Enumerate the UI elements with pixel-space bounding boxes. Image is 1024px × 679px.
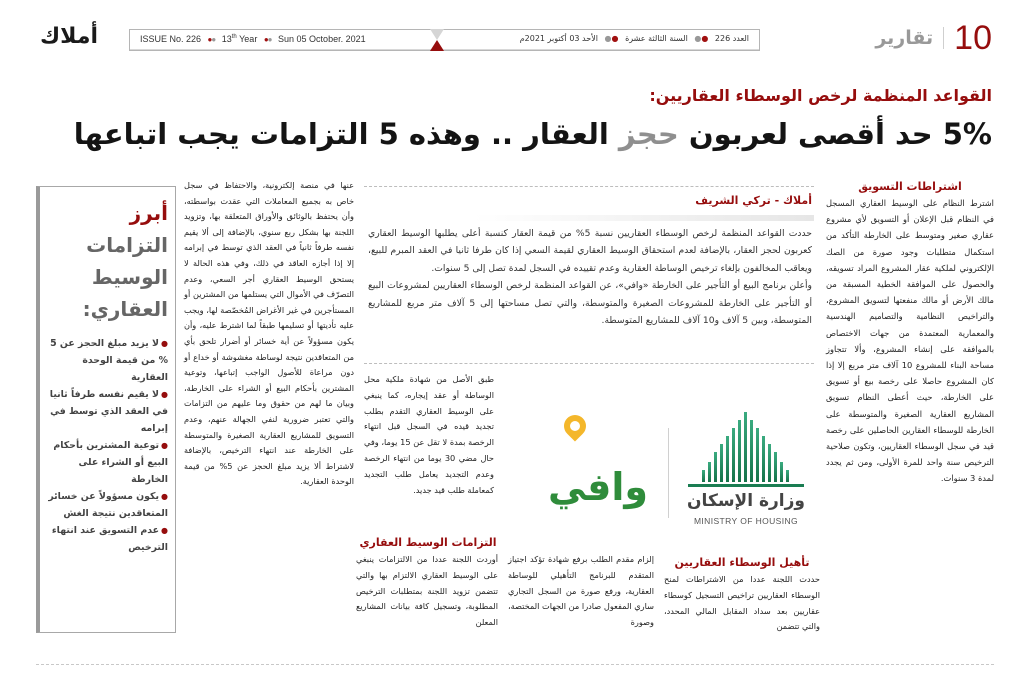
column-obligations (356, 552, 498, 631)
issue-number-en: ISSUE No. 226 (140, 34, 202, 44)
logos-image (540, 400, 810, 540)
list-item-text: عدم التسويق عند انتهاء الترخيص (51, 525, 168, 553)
separator-dots-icon: ●● (263, 35, 272, 44)
paragraph-license-renewal: طبق الأصل من شهادة ملكية محل الوساطة أو عقد إيجاره، كما ينبغي على الوسيط العقاري التقدم بطلب تجديد قيده في السجل قبل انتهاء الرخصة بمدة لا تقل عن 15 يوما، وفي حال مضي 30 يوما من انتهاء الرخصة وعدم التجديد يعامل طلب التجديد كمعاملة طلب قيد جديد. (364, 374, 494, 495)
issue-info-bar (129, 29, 760, 51)
bullet-icon: ● (161, 526, 168, 535)
sidebar-title-line: الوسيط (91, 265, 168, 289)
list-item (45, 437, 168, 488)
sidebar-title (45, 197, 168, 325)
paragraph-broker-duties: عنها في منصة إلكترونية، والاحتفاظ في سجل خاص به بجميع المعاملات التي عقدت بواسطته، وأن يحتفظ بالوثائق والأوراق المتعلقة بها، وتزويد اللجنة بها بشكل ربع سنوي، بالإضافة إلى ألا يقيم نفسه طرفاً ثانياً في العقد الذي توسط في إبرامه إلا إذا أجازه العاقد في ذلك، وفي هذه الحالة لا يستحق الوسيط العقاري أجر السعي، وعدم التصرّف في الأموال التي يستلمها من المشترين أو المستأجرين في غير الأغراض المُخصّصة لها، ويجب عليه تأديتها أو تسليمها طبقاً لما اشترط عليه، وأن يكون مسؤولاً عن أية خسائر أو أضرار تلحق بأي من المتعاقدين نتيجة لوساطة مغشوشة أو خداع أو دون مراعاة للأصول الواجب إتباعها، وتوعية المشترين بأحكام البيع أو الشراء على الخارطة، وبيان ما لهم من حقوق وما عليهم من التزامات والتي تعتبر ضرورية لنفي الجهالة عنهم، وعدم التسويق للمشاريع العقارية الصغيرة والمتوسطة على الخارطة عند انتهاء الترخيص، بالإضافة لاشتراط ألا يزيد مبلغ الحجز عن 5% من قيمة الوحدة العقارية. (184, 180, 354, 487)
page-number: 10 (954, 19, 992, 57)
year-suffix: th (231, 34, 237, 40)
byline: أملاك - تركي الشريف (695, 194, 812, 207)
list-item (45, 386, 168, 437)
highlights-sidebar (36, 186, 176, 633)
ministry-name-english: MINISTRY OF HOUSING (693, 516, 799, 526)
sidebar-list (45, 335, 168, 556)
issue-info-arabic (520, 34, 749, 43)
list-item-text: توعية المشترين بأحكام البيع أو الشراء على الخارطة (53, 440, 168, 485)
issue-date-en: Sun 05 October. 2021 (278, 34, 366, 44)
column-broker-duties (184, 178, 354, 490)
wafi-logo (540, 410, 650, 530)
subheading-obligations: التزامات الوسيط العقاري (359, 536, 497, 549)
sidebar-title-line: التزامات (86, 233, 168, 257)
intro-paragraph-1: حددت القواعد المنظمة لرخص الوسطاء العقاريين نسبة 5% من قيمة العقار كنسبة أعلى يطلبها الوسيط العقاري كعربون لحجز العقار، بالإضافة لعدم استحقاق الوسيط العقاري لقيمة السعي إذا كان طرفا ثانيا في العقد المبرم للبيع، ويعاقب المخالفون بإلغاء ترخيص الوساطة العقارية وعدم تقييده في السجل لمدة تصل إلى 5 سنوات. (368, 228, 812, 274)
intro-paragraph-2: وأعلن برنامج البيع أو التأجير على الخارطة «وافي»، عن القواعد المنظمة لرخص الوسطاء العقاريين لمشروعات البيع أو التأجير على الخارطة للمشروعات الصغيرة والمتوسطة، والتي تصل مساحتها إلى 5 آلاف متر مربع للمشاريع المتوسطة، وبين 5 آلاف و10 آلاف للمشاريع المتوسطة. (368, 280, 812, 327)
sidebar-title-line: العقاري: (82, 297, 168, 321)
map-pin-icon (559, 410, 590, 441)
paragraph-marketing: اشترط النظام على الوسيط العقاري المسجل في النظام قبل الإعلان أو التسويق لأي مشروع عقاري صغير ومتوسط على الخارطة التأكد من استكمال متطلبات وجود صورة من الصك الإلكتروني لملكية عقار المشروع المراد تسويقه، والحصول على الموافقة الخطية المسبقة من مالك الأرض أو مالك منفعتها لتسويق المشروع، والتراخيص النظامية والتصاميم الهندسية والمعمارية المعتمدة من جهات الاختصاص بالموافقة على إنشاء المشروع، وألا تتجاوز مساحة البناء للمشروع 10 آلاف متر مربع إلا إذا كان المشروع حاصلا على رخصة بيع أو تسويق على الخارطة، حيث أعطى النظام تسويق المشاريع العقارية الصغيرة والمتوسطة على الخارطة للوسطاء العقارين الحاصلين على رخصة قيد في سجل الوسطاء العقاريين، وتكون صلاحية الترخيص سنة واحد للمرة الأولى، ومن ثم يجدد لمدة 3 سنوات. (826, 198, 994, 484)
year-number-en: 13 (221, 34, 232, 44)
section-header (875, 18, 992, 58)
paragraph-requirements: إلزام مقدم الطلب برفع شهادة تؤكد اجتياز المتقدم للبرنامج التأهيلي للوساطة العقارية، ورفع صورة من السجل التجاري ساري المفعول صادرا من الجهات المختصة، وصورة (508, 554, 654, 628)
list-item (45, 522, 168, 556)
ministry-of-housing-logo (680, 400, 810, 540)
list-item-text: لا يزيد مبلغ الحجز عن 5 % من قيمة الوحدة العقارية (50, 338, 168, 383)
headline-part-2: العقار .. وهذه 5 التزامات يجب اتباعها (73, 117, 609, 151)
list-item-text: يكون مسؤولاً عن خسائر المتعاقدين نتيجة الغش (48, 491, 168, 519)
year-word-en: Year (239, 34, 258, 44)
logo-divider (668, 428, 669, 518)
column-requirements (508, 552, 654, 631)
bullet-icon: ● (161, 390, 168, 399)
footer-divider (36, 664, 994, 665)
column-qualification (664, 572, 820, 635)
paragraph-qualification: حددت اللجنة عددا من الاشتراطات لمنح الوسطاء العقاريين تراخيص التسجيل كوسطاء عقاريين بعد سداد المقابل المالي المحدد، والتي تتضمن (664, 574, 820, 632)
hourglass-divider-icon (430, 29, 444, 51)
issue-info-english (140, 34, 366, 44)
article-headline (32, 114, 992, 154)
headline-highlight: حجز (618, 117, 679, 151)
ministry-emblem-base (688, 484, 804, 487)
subheading-qualification: تأهيل الوسطاء العقاريين (674, 556, 810, 569)
obligations-heading-wrap (358, 534, 498, 551)
article-kicker: القواعد المنظمة لرخص الوسطاء العقاريين: (649, 86, 992, 105)
article-intro-box (364, 186, 814, 364)
publication-logo (34, 24, 104, 50)
headline-part-1: 5% حد أقصى لعربون (688, 117, 992, 151)
list-item-text: لا يقيم نفسه طرفاً ثانيا في العقد الذي توسط في إبرامه (49, 389, 168, 434)
list-item (45, 335, 168, 386)
qualification-heading-wrap (664, 554, 820, 571)
column-marketing-conditions (826, 178, 994, 487)
paragraph-obligations: أوردت اللجنة عددا من الالتزامات ينبغي على الوسيط العقاري الالتزام بها والتي تتضمن تزويد اللجنة بمتطلبات الترخيص المطلوبة، وتسجيل كافة بيانات المشاريع المعلن (356, 554, 498, 628)
subheading-marketing: اشتراطات التسويق (858, 180, 962, 193)
bullet-icon: ● (161, 492, 168, 501)
sidebar-title-first: أبرز (129, 201, 168, 225)
separator-dots-icon: ●● (694, 34, 709, 43)
column-license-renewal (364, 372, 494, 498)
bullet-icon: ● (161, 339, 168, 348)
section-divider (943, 27, 944, 49)
intro-text (368, 225, 812, 329)
year-ar: السنة الثالثة عشرة (625, 34, 688, 43)
byline-underline (474, 215, 814, 221)
bullet-icon: ● (161, 441, 168, 450)
section-name: تقارير (875, 27, 934, 49)
list-item (45, 488, 168, 522)
separator-dots-icon: ●● (207, 35, 216, 44)
issue-number-ar: العدد 226 (714, 34, 749, 43)
separator-dots-icon: ●● (604, 34, 619, 43)
ministry-emblem-icon (698, 412, 794, 482)
ministry-name-arabic: وزارة الإسكان (687, 491, 805, 511)
issue-date-ar: الأحد 03 أكتوبر 2021م (519, 34, 598, 43)
wafi-logo-text: وافي (548, 465, 648, 509)
logo-text: أملاك (39, 24, 99, 49)
